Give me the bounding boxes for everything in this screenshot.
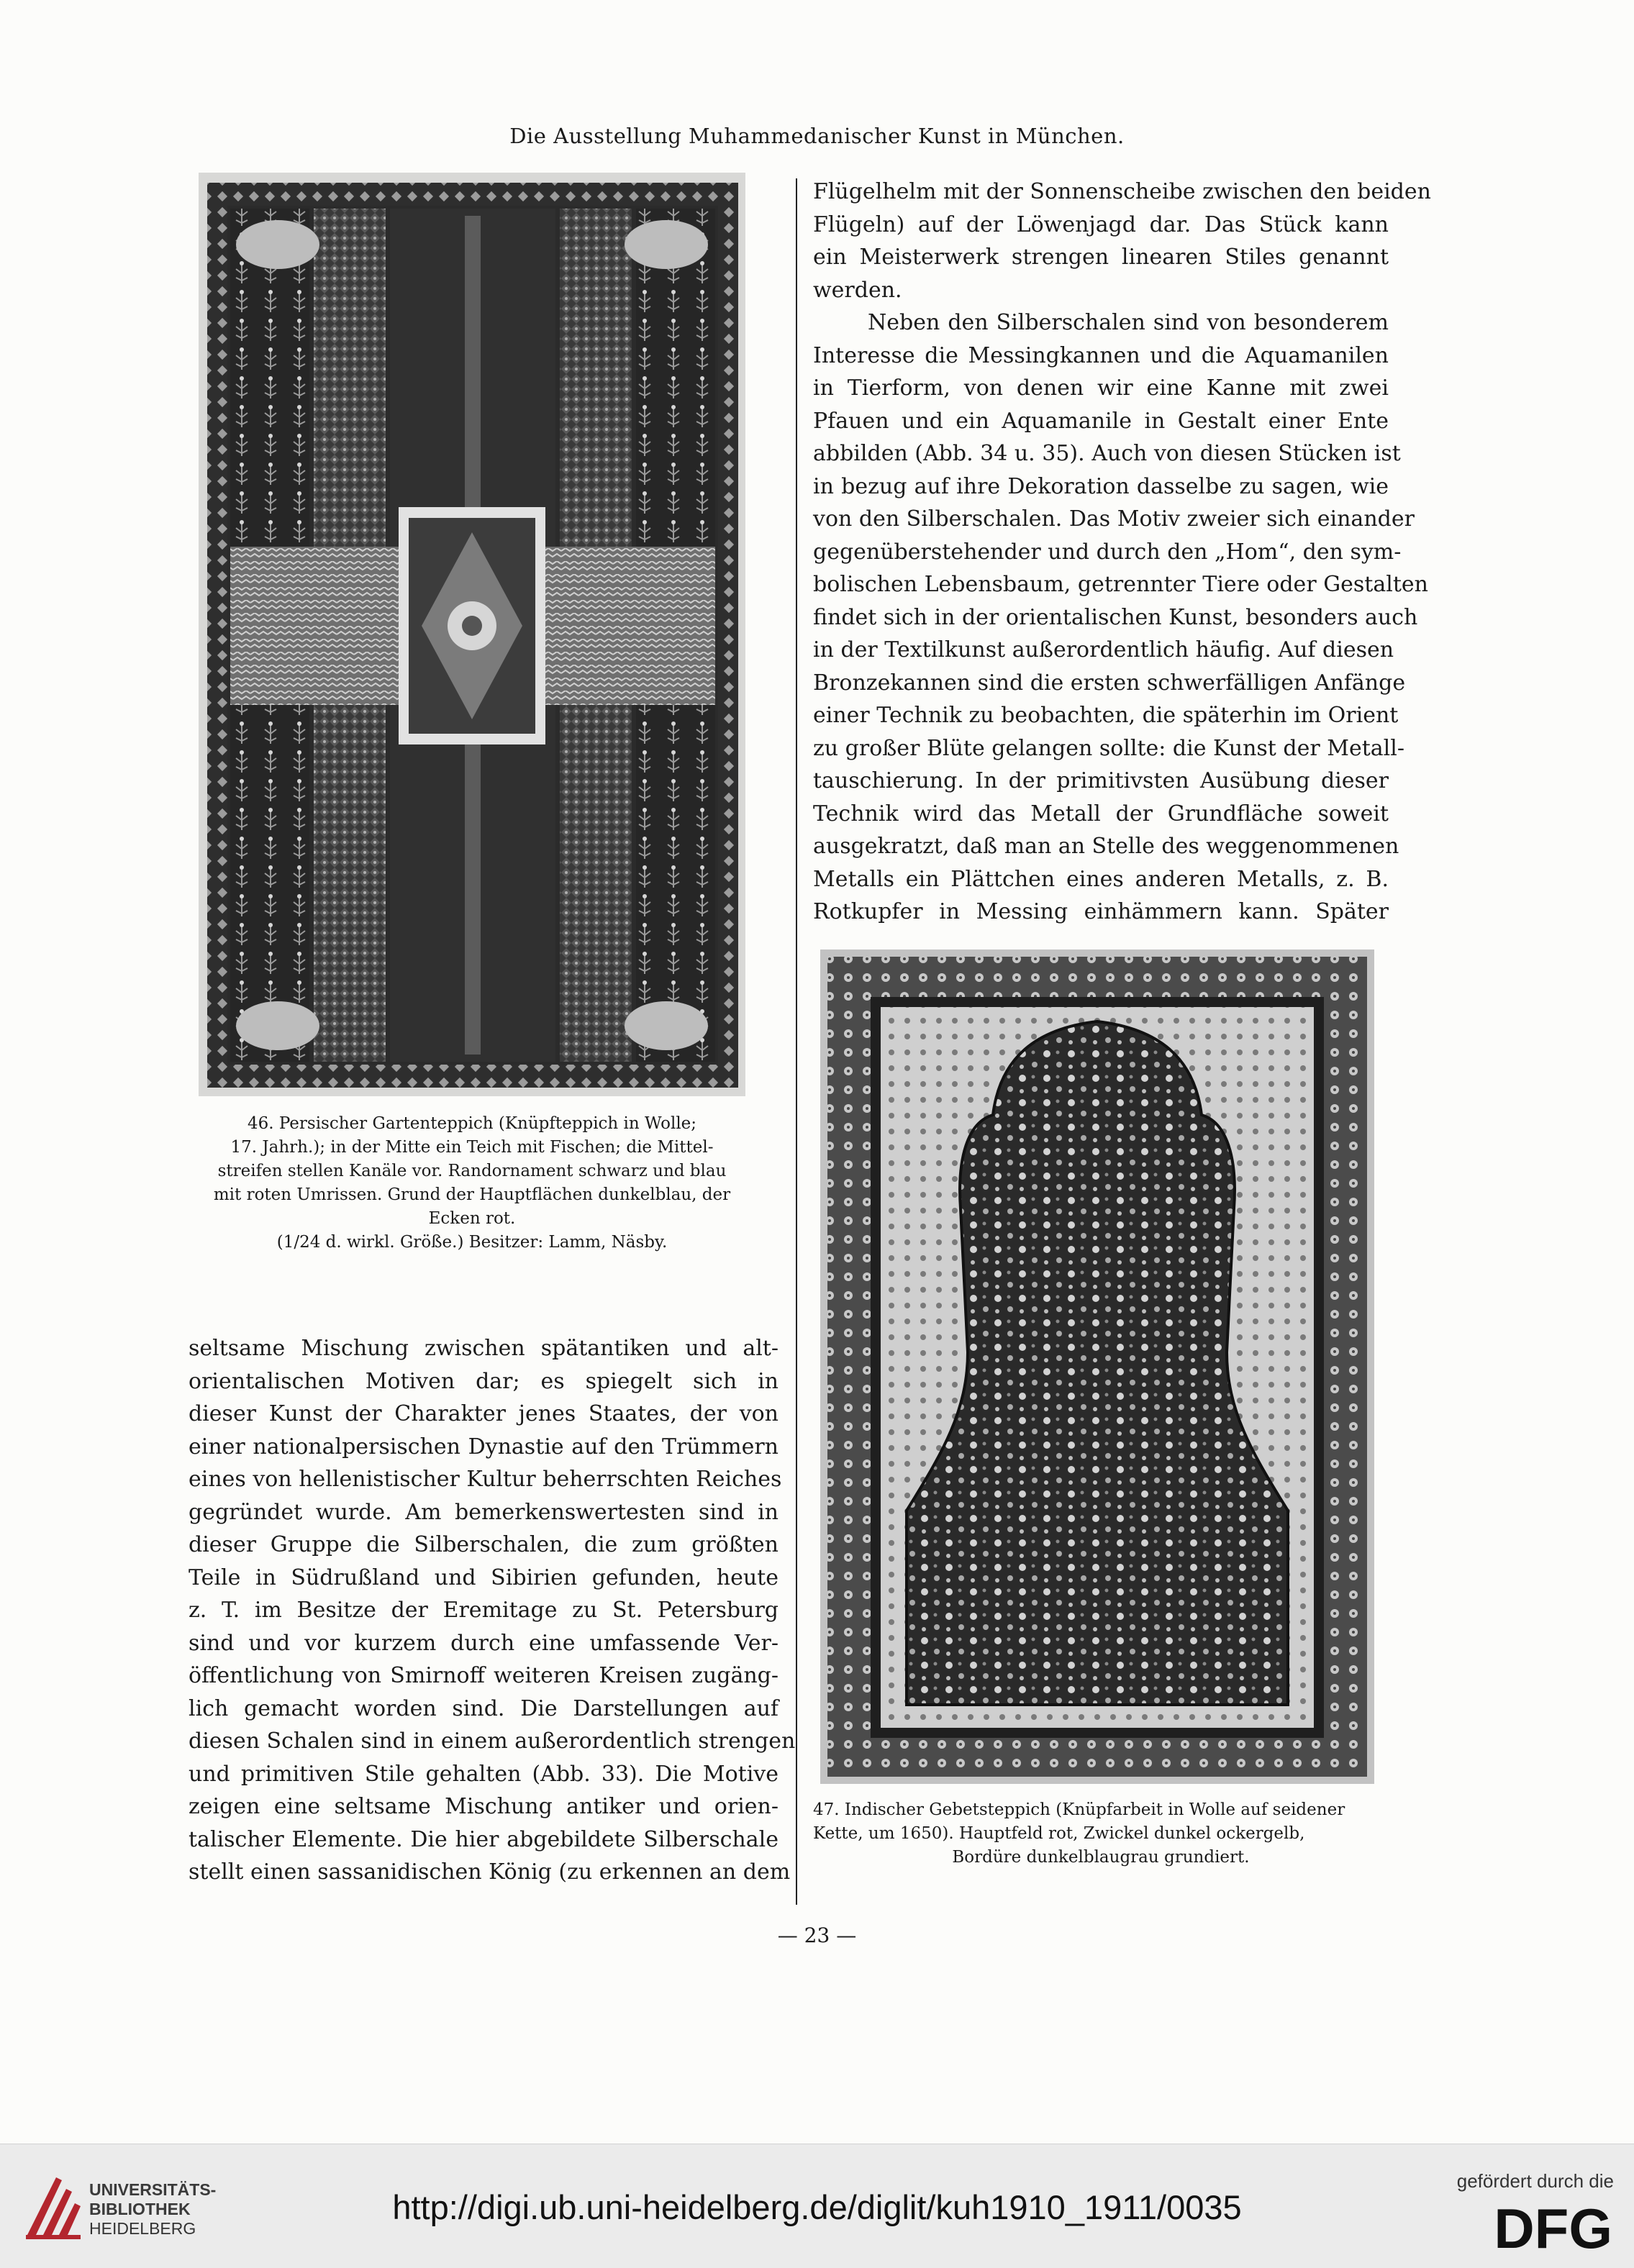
- text-line: lich gemacht worden sind. Die Darstellungen auf: [189, 1695, 779, 1721]
- dfg-logo-icon[interactable]: [1427, 2200, 1614, 2252]
- column-divider: [796, 178, 797, 1905]
- text-line: diesen Schalen sind in einem außerordentlich strengen: [189, 1729, 796, 1754]
- indian-prayer-rug-image: [820, 949, 1374, 1784]
- text-line: Teile in Südrußland und Sibirien gefunden, heute: [189, 1565, 779, 1590]
- right-text-column: [813, 176, 1431, 929]
- text-line: werden.: [813, 277, 902, 303]
- text-line: dieser Kunst der Charakter jenes Staates, der von: [189, 1401, 779, 1426]
- caption-line: 46. Persischer Gartenteppich (Knüpfteppich in Wolle;: [247, 1114, 697, 1133]
- caption-line: 47. Indischer Gebetsteppich (Knüpfarbeit in Wolle auf seidener: [813, 1800, 1345, 1819]
- caption-line: 17. Jahrh.); in der Mitte ein Teich mit Fischen; die Mittel-: [230, 1138, 714, 1157]
- library-name-line: HEIDELBERG: [89, 2219, 196, 2238]
- funded-by-label: gefördert durch die: [1456, 2170, 1614, 2192]
- text-line: öffentlichung von Smirnoff weiteren Kreisen zugäng-: [189, 1663, 779, 1688]
- persian-garden-carpet-image: [199, 173, 745, 1096]
- text-line: eines von hellenistischer Kultur beherrschten Reiches: [189, 1467, 782, 1492]
- dfg-logo-text: DFG: [1494, 2200, 1612, 2252]
- caption-line: mit roten Umrissen. Grund der Hauptflächen dunkelblau, der: [213, 1185, 731, 1204]
- text-line: Neben den Silberschalen sind von besonderem: [868, 310, 1389, 335]
- page-number: — 23 —: [777, 1923, 857, 1947]
- text-line: stellt einen sassanidischen König (zu erkennen an dem: [189, 1859, 791, 1885]
- text-line: einer nationalpersischen Dynastie auf den Trümmern: [189, 1434, 779, 1459]
- text-line: bolischen Lebensbaum, getrennter Tiere oder Gestalten: [813, 572, 1428, 597]
- text-line: ein Meisterwerk strengen linearen Stiles genannt: [813, 245, 1389, 270]
- text-line: in der Textilkunst außerordentlich häufig. Auf diesen: [813, 637, 1394, 662]
- text-line: zeigen eine seltsame Mischung antiker und orien-: [189, 1794, 779, 1819]
- text-line: Bronzekannen sind die ersten schwerfälligen Anfänge: [813, 670, 1406, 696]
- text-line: einer Technik zu beobachten, die späterhin im Orient: [813, 703, 1399, 728]
- library-name-line: UNIVERSITÄTS-: [89, 2180, 217, 2199]
- permalink-url[interactable]: http://digi.ub.uni-heidelberg.de/diglit/kuh1910_1911/0035: [392, 2188, 1242, 2226]
- text-line: Technik wird das Metall der Grundfläche soweit: [813, 801, 1389, 826]
- figure-47-caption: [813, 1798, 1389, 1869]
- text-line: Pfauen und ein Aquamanile in Gestalt einer Ente: [813, 408, 1389, 434]
- text-line: talischer Elemente. Die hier abgebildete Silberschale: [189, 1826, 779, 1852]
- text-line: Flügelhelm mit der Sonnenscheibe zwischen den beiden: [813, 179, 1431, 204]
- text-line: in bezug auf ihre Dekoration dasselbe zu sagen, wie: [813, 473, 1389, 499]
- text-line: und primitiven Stile gehalten (Abb. 33). Die Motive: [189, 1761, 779, 1787]
- library-name-line: BIBLIOTHEK: [89, 2200, 191, 2218]
- text-line: ausgekratzt, daß man an Stelle des weggenommenen: [813, 834, 1399, 859]
- text-line: gegenüberstehender und durch den „Hom“, den sym-: [813, 539, 1402, 565]
- text-line: orientalischen Motiven dar; es spiegelt sich in: [189, 1368, 779, 1394]
- text-line: sind und vor kurzem durch eine umfassende Ver-: [189, 1630, 779, 1656]
- text-line: seltsame Mischung zwischen spätantiken und alt-: [189, 1336, 779, 1361]
- text-line: abbilden (Abb. 34 u. 35). Auch von diesen Stücken ist: [813, 441, 1401, 466]
- caption-line: Bordüre dunkelblaugrau grundiert.: [952, 1848, 1250, 1867]
- figure-46-caption: [194, 1112, 750, 1254]
- text-line: Metalls ein Plättchen eines anderen Metalls, z. B.: [813, 866, 1389, 892]
- text-line: tauschierung. In der primitivsten Ausübung dieser: [813, 768, 1389, 793]
- caption-line: streifen stellen Kanäle vor. Randornament schwarz und blau: [217, 1162, 727, 1180]
- text-line: dieser Gruppe die Silberschalen, die zum größten: [189, 1532, 779, 1557]
- text-line: zu großer Blüte gelangen sollte: die Kunst der Metall-: [813, 735, 1404, 761]
- viewer-footer: [0, 2144, 1634, 2268]
- text-line: von den Silberschalen. Das Motiv zweier sich einander: [813, 506, 1415, 532]
- caption-line: Ecken rot.: [428, 1209, 516, 1228]
- text-line: z. T. im Besitze der Eremitage zu St. Petersburg: [189, 1598, 779, 1623]
- caption-line: (1/24 d. wirkl. Größe.) Besitzer: Lamm, Näsby.: [276, 1233, 668, 1252]
- text-line: Interesse die Messingkannen und die Aquamanilen: [813, 342, 1389, 368]
- text-line: findet sich in der orientalischen Kunst, besonders auch: [813, 604, 1418, 630]
- running-head: Die Ausstellung Muhammedanischer Kunst in München.: [509, 124, 1125, 148]
- caption-line: Kette, um 1650). Hauptfeld rot, Zwickel dunkel ockergelb,: [813, 1824, 1305, 1843]
- left-text-column: [189, 1332, 796, 1889]
- text-line: gegründet wurde. Am bemerkenswertesten sind in: [189, 1499, 779, 1525]
- text-line: in Tierform, von denen wir eine Kanne mit zwei: [813, 375, 1389, 401]
- text-line: Flügeln) auf der Löwenjagd dar. Das Stück kann: [813, 211, 1389, 237]
- text-line: Rotkupfer in Messing einhämmern kann. Später: [813, 899, 1389, 924]
